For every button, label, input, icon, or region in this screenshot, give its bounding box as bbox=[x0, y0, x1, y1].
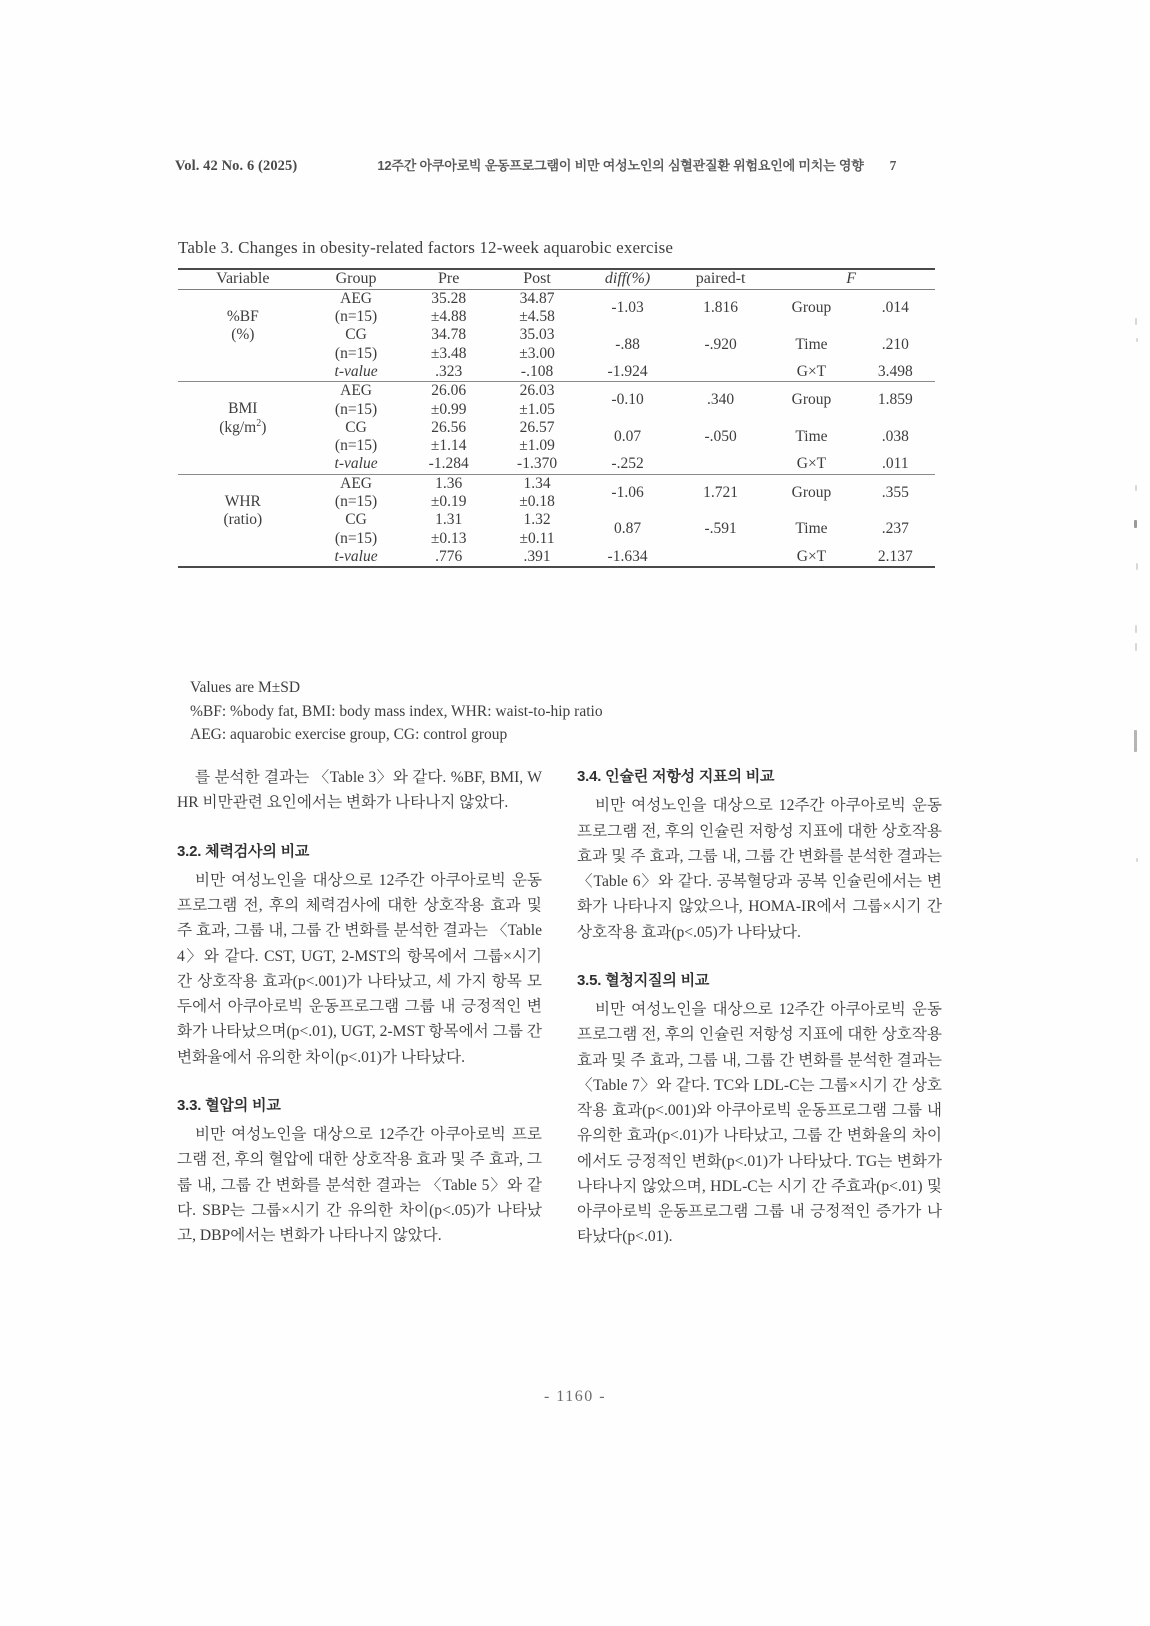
running-head-title: 12주간 아쿠아로빅 운동프로그램이 비만 여성노인의 심혈관질환 위험요인에 미치는 영향 bbox=[377, 158, 864, 173]
post-value: 34.87 ±4.58 bbox=[519, 289, 555, 326]
f-effect-label: G×T bbox=[796, 363, 827, 380]
pre-value: 26.06 ±0.99 bbox=[430, 382, 467, 418]
pre-value: 26.56 ±1.14 bbox=[430, 418, 467, 455]
paragraph-3-3: 비만 여성노인을 대상으로 12주간 아쿠아로빅 프로그램 전, 후의 혈압에 대한 상호작용 효과 및 주 효과, 그룹 내, 그룹 간 변화를 분석한 결과는 〈Table 5〉와 같다. SBP는 그룹×시기 간 유의한 차이(p<.05)가 나타났고, DBP에서는 변화가 나타나지 않았다. bbox=[177, 1126, 542, 1245]
f-value: .014 bbox=[881, 299, 909, 317]
diff-value: 0.87 bbox=[614, 520, 642, 538]
table-note-2: %BF: %body fat, BMI: body mass index, WHR: waist-to-hip ratio bbox=[190, 702, 603, 720]
scan-artifact bbox=[1136, 338, 1138, 342]
table-3-container bbox=[178, 268, 935, 568]
f-effect-label: Group bbox=[791, 391, 832, 409]
paragraph-continuation: 를 분석한 결과는 〈Table 3〉와 같다. %BF, BMI, WHR 비만관련 요인에서는 변화가 나타나지 않았다. bbox=[177, 769, 542, 812]
table-row bbox=[178, 289, 935, 326]
f-value: .210 bbox=[881, 335, 909, 353]
table-row-t-value bbox=[178, 363, 935, 382]
t-value-pre: -1.284 bbox=[428, 455, 469, 473]
body-column-right bbox=[577, 765, 942, 1250]
table-note-3: AEG: aquarobic exercise group, CG: control group bbox=[190, 726, 508, 744]
running-head bbox=[175, 155, 965, 177]
header-paired-t: paired-t bbox=[695, 270, 746, 287]
paired-t-value: -.591 bbox=[704, 520, 737, 538]
scan-artifact bbox=[1134, 520, 1137, 528]
t-value-pre: .776 bbox=[435, 547, 463, 565]
table-notes bbox=[190, 676, 603, 747]
scan-artifact bbox=[1136, 858, 1138, 862]
group-label: AEG (n=15) bbox=[334, 382, 378, 418]
t-value-post: -.108 bbox=[520, 363, 554, 380]
f-value: 1.859 bbox=[877, 391, 913, 409]
scan-artifact bbox=[1136, 563, 1138, 570]
t-value-diff: -1.634 bbox=[607, 547, 648, 565]
section-heading-3-4: 3.4. 인슐린 저항성 지표의 비교 bbox=[577, 768, 775, 785]
pre-value: 34.78 ±3.48 bbox=[430, 326, 467, 362]
variable-label: BMI $(kg/m^2)$ bbox=[178, 382, 308, 456]
pre-value: 1.36 ±0.19 bbox=[430, 474, 467, 510]
scan-artifact bbox=[1135, 625, 1137, 633]
empty-cell bbox=[178, 548, 308, 567]
header-f: F bbox=[846, 270, 857, 287]
post-value: 1.34 ±0.18 bbox=[519, 474, 555, 510]
header-diff: diff(%) bbox=[604, 270, 651, 287]
f-value: .237 bbox=[881, 520, 909, 538]
paired-t-value: .340 bbox=[707, 391, 735, 409]
group-label: CG (n=15) bbox=[334, 511, 378, 547]
t-value-pre: .323 bbox=[435, 363, 463, 380]
header-pre: Pre bbox=[438, 270, 460, 287]
paired-t-value: 1.816 bbox=[703, 299, 739, 317]
section-heading-3-5: 3.5. 혈청지질의 비교 bbox=[577, 971, 710, 989]
f-effect-label: Time bbox=[795, 427, 828, 445]
variable-label: WHR (ratio) bbox=[223, 492, 263, 529]
group-label: CG (n=15) bbox=[334, 326, 378, 362]
diff-value: 0.07 bbox=[614, 427, 642, 445]
table-row bbox=[178, 382, 935, 419]
group-label: AEG (n=15) bbox=[334, 474, 378, 510]
table-note-1: Values are M±SD bbox=[190, 679, 301, 696]
f-effect-label: G×T bbox=[796, 547, 827, 565]
paired-t-value: -.050 bbox=[704, 427, 737, 445]
scan-artifact bbox=[1135, 643, 1137, 651]
t-value-label: t-value bbox=[334, 455, 378, 473]
variable-label: %BF (%) bbox=[226, 308, 259, 344]
f-effect-label: G×T bbox=[796, 455, 827, 473]
header-group: Group bbox=[335, 270, 377, 287]
paired-t-value: -.920 bbox=[704, 335, 737, 353]
table-row bbox=[178, 474, 935, 511]
t-value-paired-t bbox=[674, 455, 767, 474]
scan-artifact bbox=[1135, 318, 1137, 325]
f-value: .038 bbox=[881, 427, 909, 445]
empty-cell bbox=[178, 455, 308, 474]
post-value: 26.03 ±1.05 bbox=[519, 382, 555, 418]
diff-value: -1.03 bbox=[611, 299, 644, 317]
f-value: 2.137 bbox=[877, 547, 913, 565]
t-value-label: t-value bbox=[334, 363, 378, 380]
scan-artifact bbox=[1135, 485, 1137, 491]
variable-unit: $(kg/m^2)$ bbox=[219, 418, 267, 437]
post-value: 35.03 ±3.00 bbox=[519, 326, 555, 362]
group-label: AEG (n=15) bbox=[334, 289, 378, 326]
running-head-page-number: 7 bbox=[889, 158, 897, 173]
pre-value: 35.28 ±4.88 bbox=[430, 289, 467, 326]
post-value: 1.32 ±0.11 bbox=[519, 511, 555, 547]
page-folio: - 1160 - bbox=[543, 1388, 607, 1405]
table-row-t-value bbox=[178, 548, 935, 567]
t-value-label: t-value bbox=[334, 547, 378, 565]
f-value: .011 bbox=[882, 455, 909, 473]
diff-value: -.88 bbox=[615, 335, 640, 353]
f-effect-label: Group bbox=[791, 299, 832, 317]
t-value-paired-t bbox=[674, 363, 767, 382]
obesity-factors-table bbox=[178, 268, 935, 568]
t-value-paired-t bbox=[674, 548, 767, 567]
f-effect-label: Time bbox=[795, 335, 828, 353]
group-label: CG (n=15) bbox=[334, 418, 378, 455]
diff-value: -1.06 bbox=[611, 483, 644, 501]
f-effect-label: Time bbox=[795, 520, 828, 538]
f-value: .355 bbox=[881, 483, 909, 501]
paragraph-3-2: 비만 여성노인을 대상으로 12주간 아쿠아로빅 운동프로그램 전, 후의 체력검사에 대한 상호작용 효과 및 주 효과, 그룹 내, 그룹 간 변화를 분석한 결과는 〈Table 4〉와 같다. CST, UGT, 2-MST의 항목에서 그룹×시기 간 상호작용 효과(p<.001)가 나타났고, 세 가지 항목 모두에서 아쿠아로빅 운동프로그램 그룹 내 긍정적인 변화가 나타났으며(p<.01), UGT, 2-MST 항목에서 그룹 간 변화율에서 유의한 차이(p<.01)가 나타났다. bbox=[177, 871, 542, 1066]
post-value: 26.57 ±1.09 bbox=[519, 418, 555, 455]
header-post: Post bbox=[523, 270, 551, 287]
header-variable: Variable bbox=[216, 270, 270, 287]
t-value-diff: -.252 bbox=[611, 455, 644, 473]
f-value: 3.498 bbox=[877, 363, 913, 380]
section-heading-3-3: 3.3. 혈압의 비교 bbox=[177, 1096, 281, 1114]
paragraph-3-5: 비만 여성노인을 대상으로 12주간 아쿠아로빅 운동프로그램 전, 후의 인슐린 저항성 지표에 대한 상호작용 효과 및 주 효과, 그룹 내, 그룹 간 변화를 분석한 결과는 〈Table 7〉와 같다. TC와 LDL-C는 그룹×시기 간 상호작용 효과(p<.001)와 아쿠아로빅 운동프로그램 그룹 내 유의한 효과(p<.01)가 나타났고, 그룹 간 변화율의 차이에서도 긍정적인 변화(p<.01)가 나타났다. TG는 변화가 나타나지 않았으며, HDL-C는 시기 간 주효과(p<.01) 및 아쿠아로빅 운동프로그램 그룹 내 긍정적인 증가가 나타났다(p<.01). bbox=[577, 1001, 942, 1246]
scan-artifact bbox=[1134, 730, 1137, 752]
empty-cell bbox=[178, 363, 308, 382]
table-row-t-value bbox=[178, 455, 935, 474]
diff-value: -0.10 bbox=[611, 391, 644, 409]
f-effect-label: Group bbox=[791, 483, 832, 501]
paragraph-3-4: 비만 여성노인을 대상으로 12주간 아쿠아로빅 운동프로그램 전, 후의 인슐린 저항성 지표에 대한 상호작용 효과 및 주 효과, 그룹 내, 그룹 간 변화를 분석한 결과는 〈Table 6〉와 같다. 공복혈당과 공복 인슐린에서는 변화가 나타나지 않았으나, HOMA-IR에서 그룹×시기 간 상호작용 효과(p<.05)가 나타났다. bbox=[577, 797, 942, 941]
t-value-post: -1.370 bbox=[517, 455, 558, 473]
t-value-diff: -1.924 bbox=[607, 363, 648, 380]
body-column-left bbox=[177, 765, 542, 1248]
paired-t-value: 1.721 bbox=[703, 483, 739, 501]
section-heading-3-2: 3.2. 체력검사의 비교 bbox=[177, 842, 310, 860]
running-head-volume: Vol. 42 No. 6 (2025) bbox=[175, 158, 298, 174]
pre-value: 1.31 ±0.13 bbox=[430, 511, 467, 547]
t-value-post: .391 bbox=[523, 547, 551, 565]
table-header-row bbox=[178, 269, 935, 289]
table-caption: Table 3. Changes in obesity-related factors 12-week aquarobic exercise bbox=[178, 238, 674, 257]
